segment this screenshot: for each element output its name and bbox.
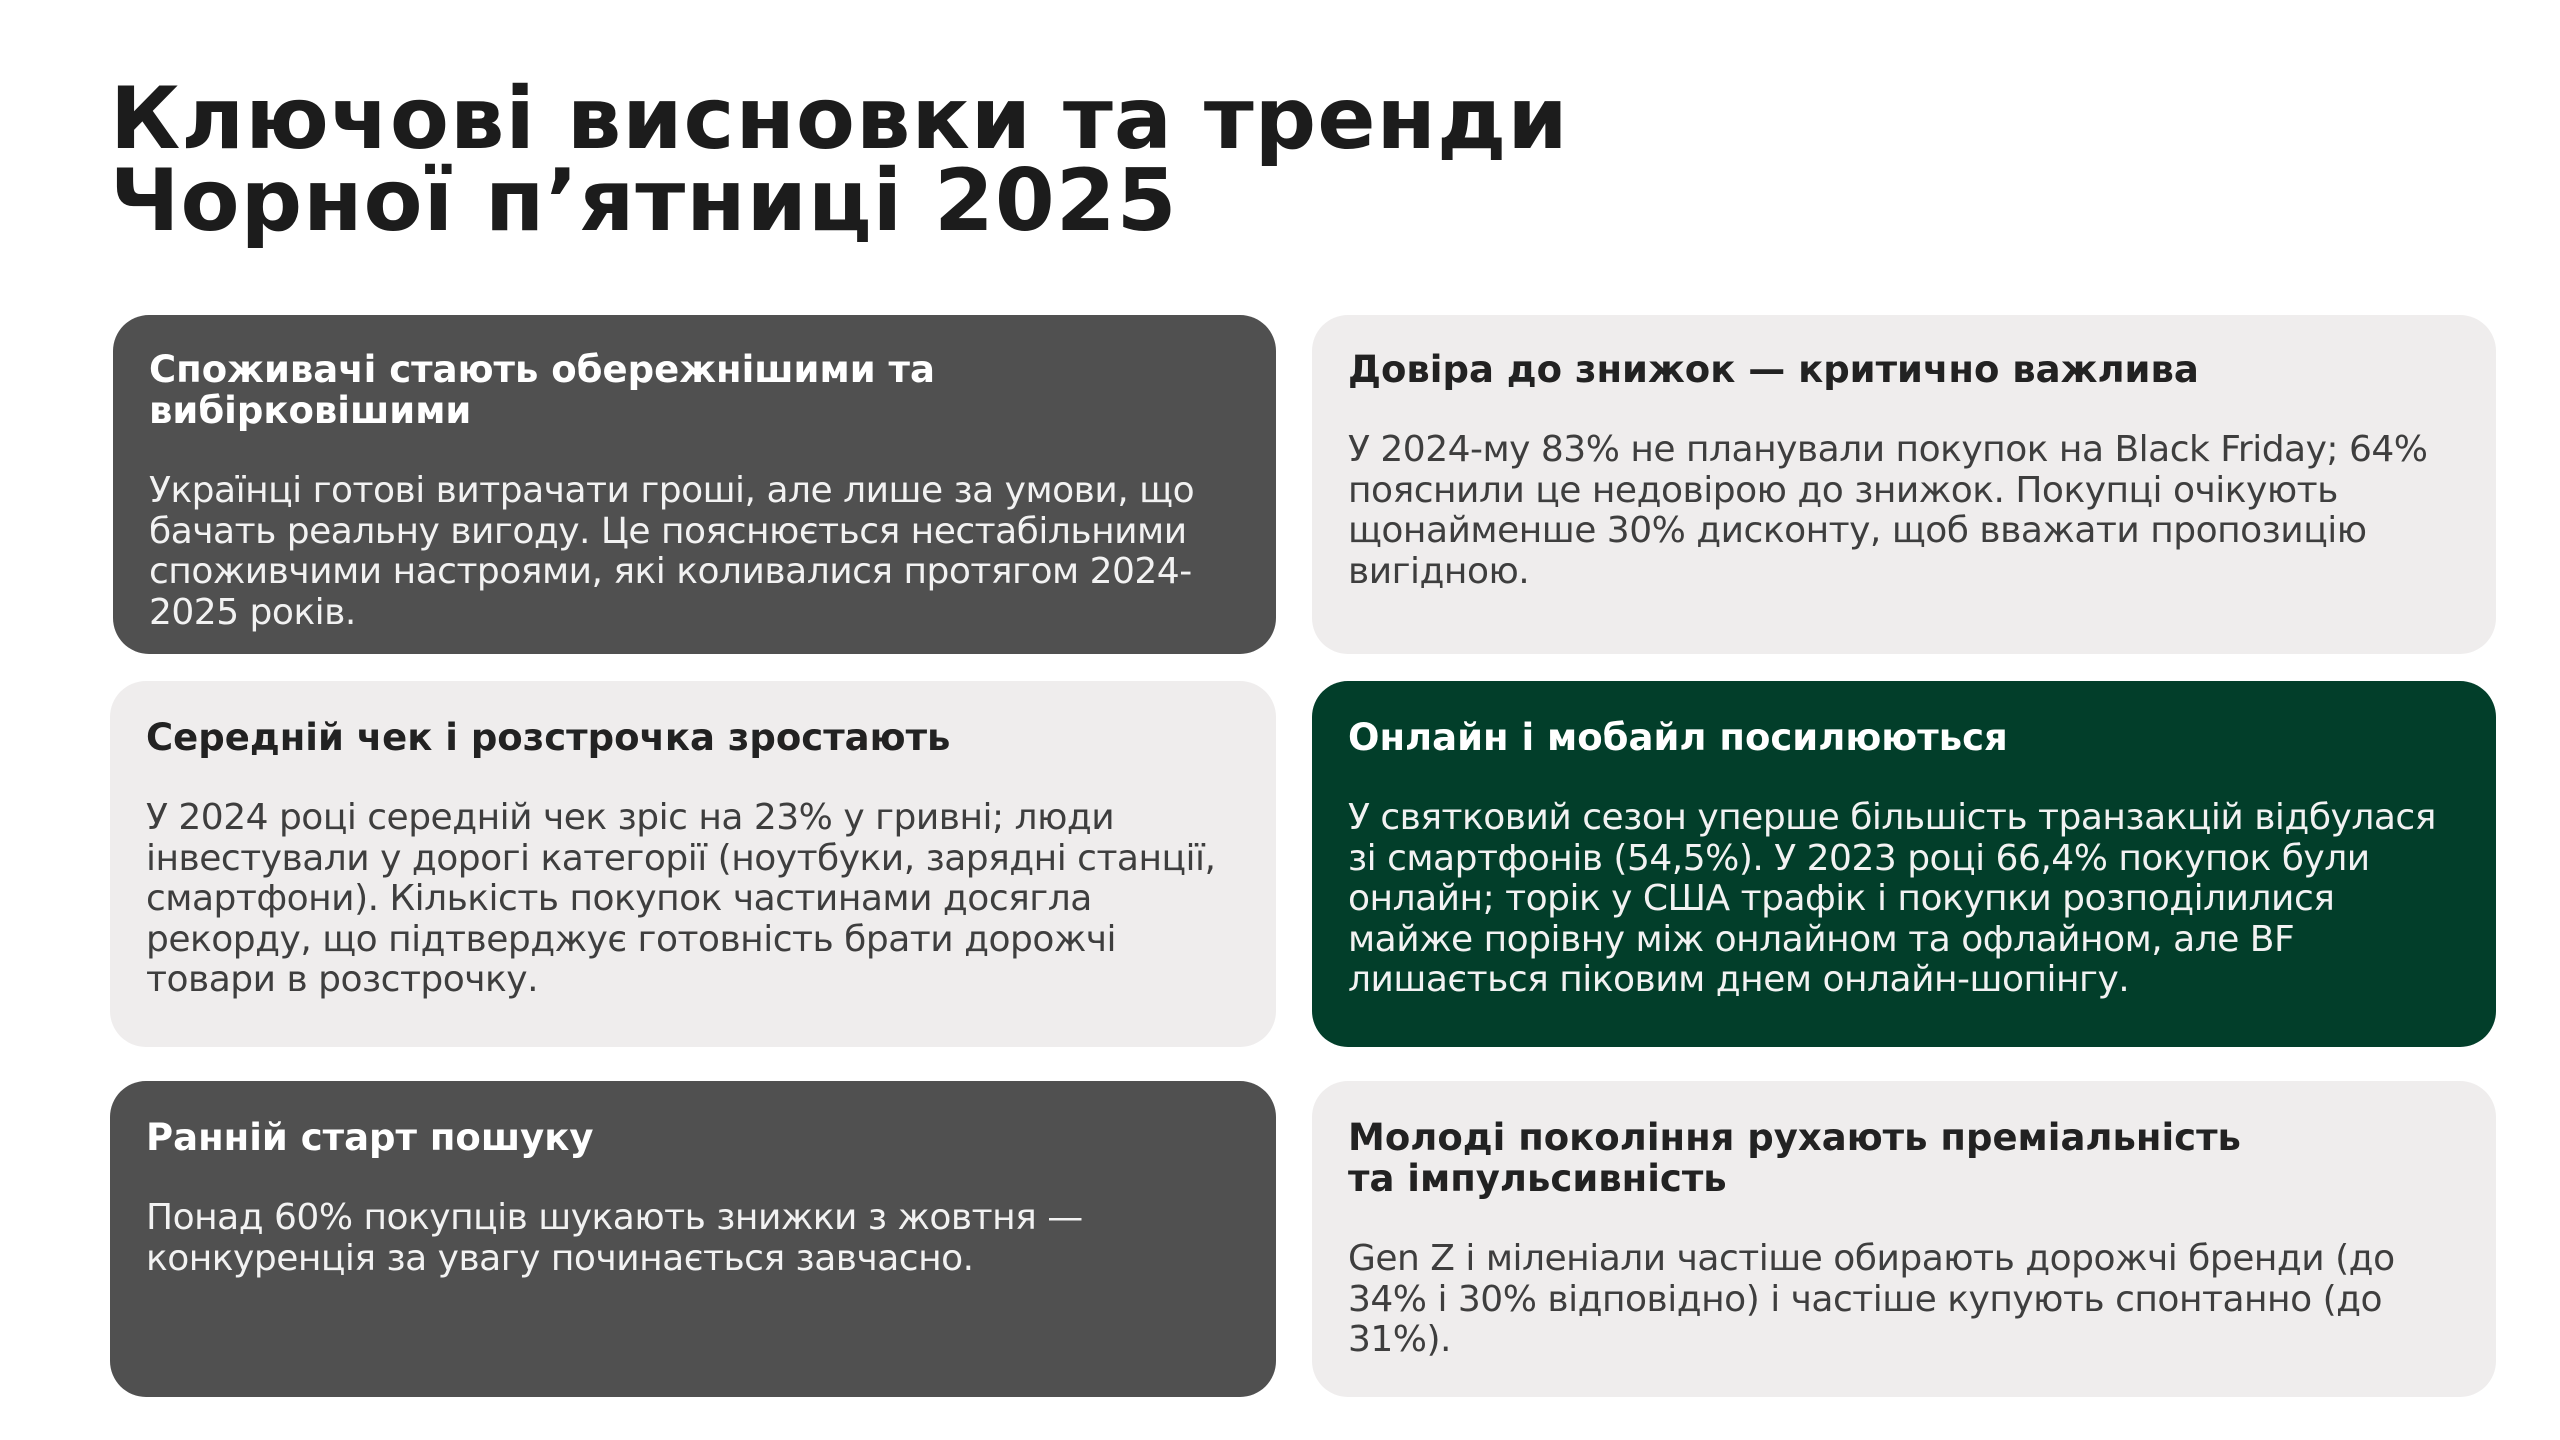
- card-heading: Довіра до знижок — критично важлива: [1348, 348, 2199, 391]
- card-body: У 2024-му 83% не планували покупок на Black Friday; 64% пояснили це недовірою до знижок. Покупці очікують щонайменше 30% дисконту, щоб вважати пропозицію вигідною.: [1348, 429, 2428, 592]
- page-title: [110, 69, 2010, 251]
- card-heading: Середній чек і розстрочка зростають: [146, 716, 951, 759]
- card-heading: Онлайн і мобайл посилюються: [1348, 716, 2008, 759]
- card-young-generations: [1312, 1081, 2496, 1397]
- card-early-search: [110, 1081, 1276, 1397]
- card-heading: Споживачі стають обережнішими та вибірковішими: [149, 348, 935, 432]
- card-cautious-consumers: [113, 315, 1276, 654]
- card-body: Українці готові витрачати гроші, але лише за умови, що бачать реальну вигоду. Це пояснюється нестабільними споживчими настроями, які коливалися протягом 2024-2025 років.: [149, 470, 1195, 633]
- card-heading: Ранній старт пошуку: [146, 1116, 594, 1159]
- card-body: Понад 60% покупців шукають знижки з жовтня — конкуренція за увагу починається завчасно.: [146, 1197, 1083, 1279]
- card-average-check: [110, 681, 1276, 1047]
- card-body: Gen Z і міленіали частіше обирають дорожчі бренди (до 34% і 30% відповідно) і частіше купують спонтанно (до 31%).: [1348, 1238, 2395, 1360]
- title-line-2: Чорної п’ятниці 2025: [110, 151, 1178, 251]
- card-body: У святковий сезон уперше більшість транзакцій відбулася зі смартфонів (54,5%). У 2023 році 66,4% покупок були онлайн; торік у США трафік і покупки розподілилися майже порівну між онлайном та офлайном, але BF лишається піковим днем онлайн-шопінгу.: [1348, 797, 2436, 1000]
- card-discount-trust: [1312, 315, 2496, 654]
- card-online-mobile: [1312, 681, 2496, 1047]
- card-body: У 2024 році середній чек зріс на 23% у гривні; люди інвестували у дорогі категорії (ноутбуки, зарядні станції, смартфони). Кількість покупок частинами досягла рекорду, що підтверджує готовність брати дорожчі товари в розстрочку.: [146, 797, 1216, 1000]
- title-line-1: Ключові висновки та тренди: [110, 69, 1569, 169]
- card-heading: Молоді покоління рухають преміальність та імпульсивність: [1348, 1116, 2241, 1200]
